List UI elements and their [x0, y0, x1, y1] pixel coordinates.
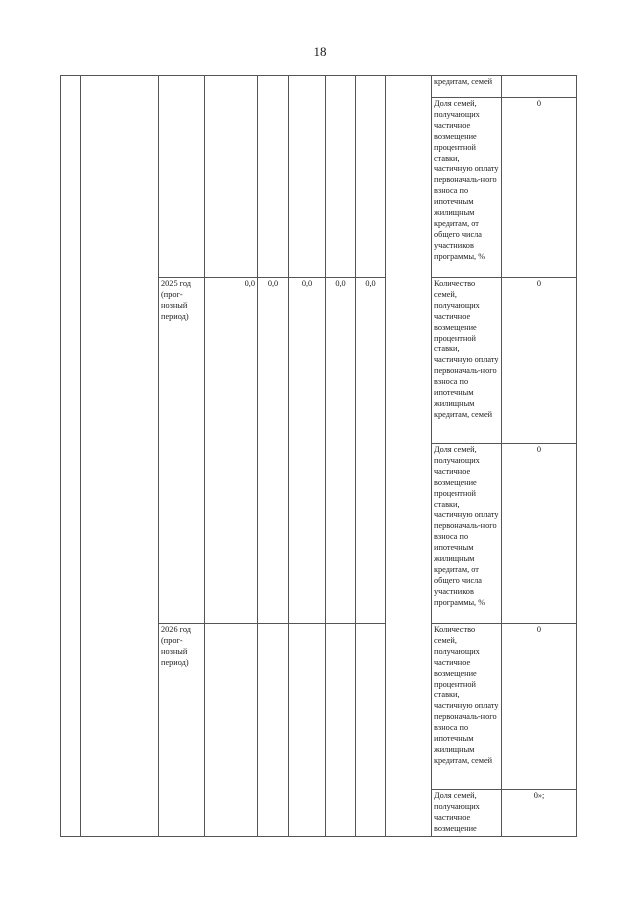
- indicator-name-cell: Доля семей, получающих частичное возмещение процентной ставки, частичную оплату первоначаль-ного взноса по ипотечным жилищным кредитам, от общего числа участников программы, %: [432, 98, 502, 278]
- amount-cell: 0,0: [289, 278, 326, 624]
- amount-cell: [326, 76, 356, 278]
- amount-cell: [205, 76, 258, 278]
- amount-cell: [258, 76, 289, 278]
- indicator-value-cell: 0: [502, 444, 577, 624]
- program-table: [60, 75, 616, 837]
- indicator-value-cell: 0»;: [502, 790, 577, 837]
- amount-cell: [289, 76, 326, 278]
- indicator-name-cell: Доля семей, получающих частичное возмещение процентной ставки, частичную оплату первоначаль-ного взноса по ипотечным жилищным кредитам, от общего числа участников программы, %: [432, 444, 502, 624]
- indicator-value-cell: 0: [502, 98, 577, 278]
- amount-cell: [356, 76, 386, 278]
- name-column-cell: [81, 76, 159, 837]
- amount-cell: [356, 624, 386, 837]
- year-cell: [159, 76, 205, 278]
- indicator-name-cell: кредитам, семей: [432, 76, 502, 98]
- year-cell: 2025 год (прог-нозный период): [159, 278, 205, 624]
- year-cell: 2026 год (прог-нозный период): [159, 624, 205, 837]
- number-column-cell: [61, 76, 81, 837]
- indicator-value-cell: [502, 76, 577, 98]
- amount-cell: [258, 624, 289, 837]
- executor-column-cell: [386, 76, 432, 837]
- amount-cell: [289, 624, 326, 837]
- amount-cell: [326, 624, 356, 837]
- amount-cell: 0,0: [258, 278, 289, 624]
- indicator-name-cell: Количество семей, получающих частичное возмещение процентной ставки, частичную оплату первоначаль-ного взноса по ипотечным жилищным кредитам, семей: [432, 624, 502, 790]
- amount-cell: 0,0: [356, 278, 386, 624]
- indicator-name-cell: Количество семей, получающих частичное возмещение процентной ставки, частичную оплату первоначаль-ного взноса по ипотечным жилищным кредитам, семей: [432, 278, 502, 444]
- table-row: [61, 76, 616, 98]
- amount-cell: 0,0: [326, 278, 356, 624]
- indicator-value-cell: 0: [502, 278, 577, 444]
- amount-cell: 0,0: [205, 278, 258, 624]
- indicator-value-cell: 0: [502, 624, 577, 790]
- page-number: 18: [313, 44, 327, 59]
- amount-cell: [205, 624, 258, 837]
- indicator-name-cell: Доля семей, получающих частичное возмещение: [432, 790, 502, 837]
